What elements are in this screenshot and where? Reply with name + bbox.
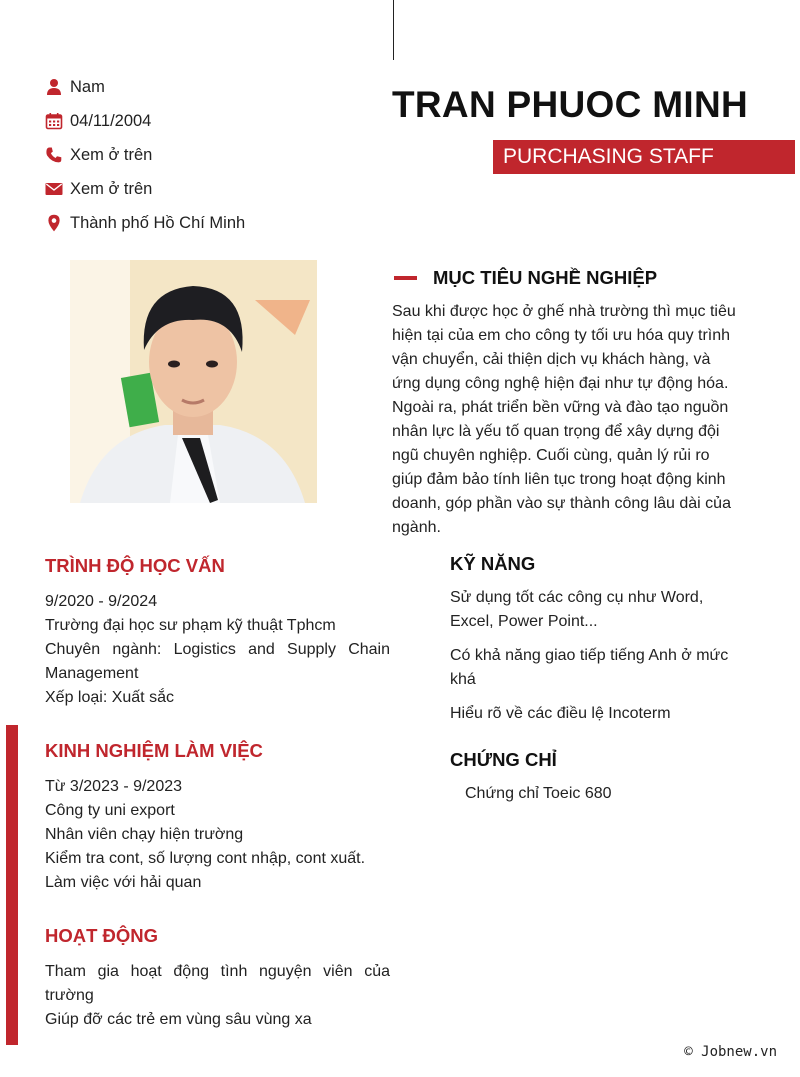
education-period: 9/2020 - 9/2024 (45, 593, 158, 610)
email-value: Xem ở trên (70, 179, 153, 198)
objective-heading (394, 267, 657, 289)
position-title: PURCHASING STAFF (493, 140, 795, 174)
calendar-icon (45, 112, 63, 130)
experience-role: Nhân viên chạy hiện trường (45, 826, 244, 843)
certificate-item: Chứng chỉ Toeic 680 (465, 785, 612, 802)
activity-item: Giúp đỡ các trẻ em vùng sâu vùng xa (45, 1011, 312, 1028)
skill-item: Hiểu rõ về các điều lệ Incoterm (450, 705, 671, 722)
contact-address (45, 206, 245, 240)
mail-icon (45, 180, 63, 198)
objective-title: MỤC TIÊU NGHỀ NGHIỆP (433, 267, 658, 288)
activity-item: Tham gia hoạt động tình nguyện viên của trường (45, 963, 390, 1004)
education-school: Trường đại học sư phạm kỹ thuật Tphcm (45, 617, 336, 634)
location-pin-icon (45, 214, 63, 232)
contact-email (45, 172, 245, 206)
experience-company: Công ty uni export (45, 802, 175, 819)
contact-info (45, 70, 245, 240)
birthdate-value: 04/11/2004 (70, 111, 152, 130)
skills-title: KỸ NĂNG (450, 553, 536, 574)
phone-icon (45, 146, 63, 164)
candidate-name: TRAN PHUOC MINH (392, 84, 748, 125)
experience-title: KINH NGHIỆM LÀM VIỆC (45, 740, 263, 761)
footer-copyright: © Jobnew.vn (684, 1044, 777, 1060)
phone-value: Xem ở trên (70, 145, 153, 164)
objective-text: Sau khi được học ở ghế nhà trường thì mục tiêu hiện tại của em cho công ty tối ưu hóa quy trình vận chuyển, cải thiện dịch vụ khách hàng, và ứng dụng công nghệ hiện đại như tự động hóa. Ngoài ra, phát triển bền vững và đào tạo nguồn nhân lực là yếu tố quan trọng để xây dựng đội ngũ chuyên nghiệp. Cuối cùng, quản lý rủi ro giúp đảm bảo tính liên tục trong hoạt động kinh doanh, góp phần vào sự thành công lâu dài của ngành. (392, 303, 736, 536)
header-divider-line (393, 0, 394, 60)
education-grade: Xếp loại: Xuất sắc (45, 689, 174, 706)
left-accent-bar (6, 725, 18, 1045)
contact-phone (45, 138, 245, 172)
contact-gender (45, 70, 245, 104)
address-value: Thành phố Hồ Chí Minh (70, 213, 246, 232)
education-title: TRÌNH ĐỘ HỌC VẤN (45, 555, 225, 576)
education-section (45, 590, 390, 710)
experience-period: Từ 3/2023 - 9/2023 (45, 778, 183, 795)
profile-photo (70, 260, 317, 503)
experience-duty: Làm việc với hải quan (45, 874, 202, 891)
skills-section (450, 586, 740, 726)
certificates-title: CHỨNG CHỈ (450, 749, 557, 770)
activities-section (45, 960, 390, 1032)
person-icon (45, 78, 63, 96)
skill-item: Sử dụng tốt các công cụ như Word, Excel, Power Point... (450, 589, 704, 630)
activities-title: HOẠT ĐỘNG (45, 925, 159, 946)
gender-value: Nam (70, 77, 105, 96)
experience-duty: Kiểm tra cont, số lượng cont nhập, cont xuất. (45, 850, 366, 867)
objective-accent-dash (394, 276, 417, 280)
education-major: Chuyên ngành: Logistics and Supply Chain Management (45, 641, 390, 682)
contact-birthdate (45, 104, 245, 138)
experience-section (45, 775, 390, 895)
skill-item: Có khả năng giao tiếp tiếng Anh ở mức khá (450, 647, 729, 688)
